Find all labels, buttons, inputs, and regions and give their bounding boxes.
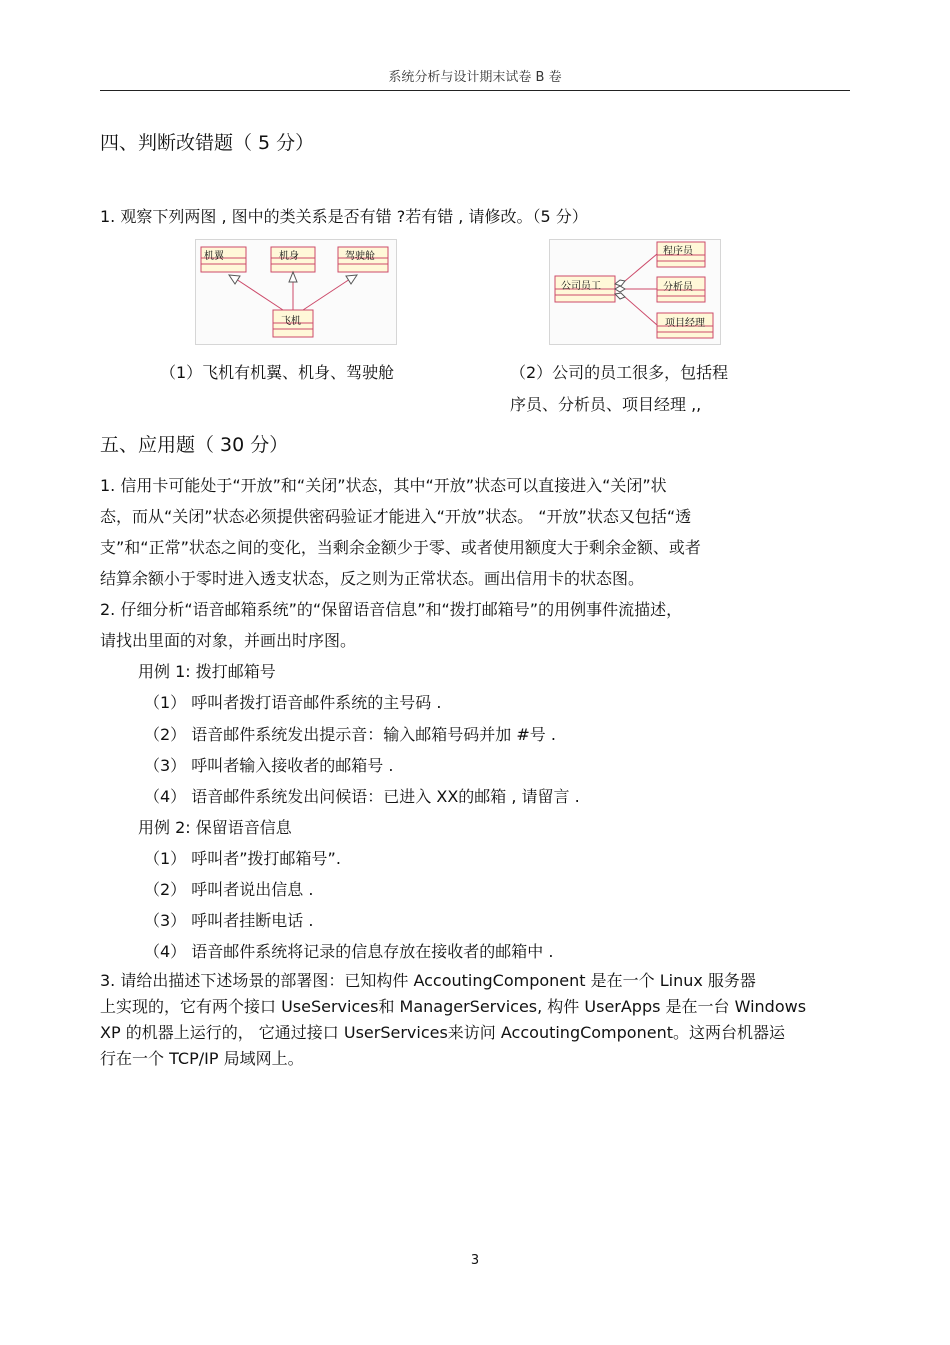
q2-line-2: 请找出里面的对象，并画出时序图。	[100, 631, 357, 650]
figure-1-class-diagram	[195, 239, 397, 345]
use-case-1-step-1: （1） 呼叫者拨打语音邮件系统的主号码 .	[144, 693, 442, 712]
section-5-title: 五、应用题（ 30 分）	[100, 434, 289, 456]
use-case-1-step-4: （4） 语音邮件系统发出问候语：已进入 XX的邮箱 , 请留言 .	[144, 787, 580, 806]
q1-line-4: 结算余额小于零时进入透支状态，反之则为正常状态。画出信用卡的状态图。	[100, 569, 645, 588]
q1-line-2: 态，而从“关闭”状态必须提供密码验证才能进入“开放”状态。 “开放”状态又包括“透	[100, 507, 692, 526]
figure-1-caption: （1）飞机有机翼、机身、驾驶舱	[160, 363, 395, 382]
use-case-1-step-3: （3） 呼叫者输入接收者的邮箱号 .	[144, 756, 394, 775]
fig1-box-airplane: 飞机	[281, 316, 301, 327]
fig2-box-programmer: 程序员	[663, 246, 693, 257]
use-case-2-step-4: （4） 语音邮件系统将记录的信息存放在接收者的邮箱中 .	[144, 942, 554, 961]
section-4-question-1: 1. 观察下列两图 , 图中的类关系是否有错 ?若有错 , 请修改。（5 分）	[100, 207, 588, 226]
figure-2-caption-line-2: 序员、分析员、项目经理 ,,	[510, 395, 702, 414]
section-4-title: 四、判断改错题（ 5 分）	[100, 132, 315, 154]
fig2-box-analyst: 分析员	[663, 282, 693, 293]
figure-2-caption-line-1: （2）公司的员工很多，包括程	[510, 363, 729, 382]
fig1-box-fuselage: 机身	[279, 251, 299, 262]
q1-line-1: 1. 信用卡可能处于“开放”和“关闭”状态，其中“开放”状态可以直接进入“关闭”状	[100, 476, 667, 495]
header-divider	[100, 90, 850, 91]
use-case-2-title: 用例 2: 保留语音信息	[138, 818, 292, 837]
use-case-2-step-2: （2） 呼叫者说出信息 .	[144, 880, 314, 899]
use-case-1-step-2: （2） 语音邮件系统发出提示音：输入邮箱号码并加 #号 .	[144, 725, 556, 744]
fig2-box-project-manager: 项目经理	[665, 318, 705, 329]
q3-line-1: 3. 请给出描述下述场景的部署图：已知构件 AccoutingComponent 是在一个 Linux 服务器	[100, 971, 756, 990]
page-number: 3	[470, 1253, 480, 1268]
q3-line-3: XP 的机器上运行的， 它通过接口 UserServices来访问 AccoutingComponent。这两台机器运	[100, 1023, 785, 1042]
fig1-box-wing: 机翼	[204, 251, 224, 262]
use-case-2-step-3: （3） 呼叫者挂断电话 .	[144, 911, 314, 930]
use-case-2-step-1: （1） 呼叫者”拨打邮箱号”.	[144, 849, 341, 868]
use-case-1-title: 用例 1: 拨打邮箱号	[138, 662, 276, 681]
fig2-box-employee: 公司员工	[561, 281, 601, 292]
q1-line-3: 支”和“正常”状态之间的变化，当剩余金额少于零、或者使用额度大于剩余金额、或者	[100, 538, 701, 557]
page-header: 系统分析与设计期末试卷 B 卷	[388, 70, 562, 85]
q3-line-2: 上实现的，它有两个接口 UseServices和 ManagerServices, 构件 UserApps 是在一台 Windows	[100, 997, 807, 1016]
q2-line-1: 2. 仔细分析“语音邮箱系统”的“保留语音信息”和“拨打邮箱号”的用例事件流描述，	[100, 600, 683, 619]
q3-line-4: 行在一个 TCP/IP 局域网上。	[100, 1049, 304, 1068]
fig1-box-cockpit: 驾驶舱	[345, 251, 375, 262]
figure-2-class-diagram	[549, 239, 721, 345]
